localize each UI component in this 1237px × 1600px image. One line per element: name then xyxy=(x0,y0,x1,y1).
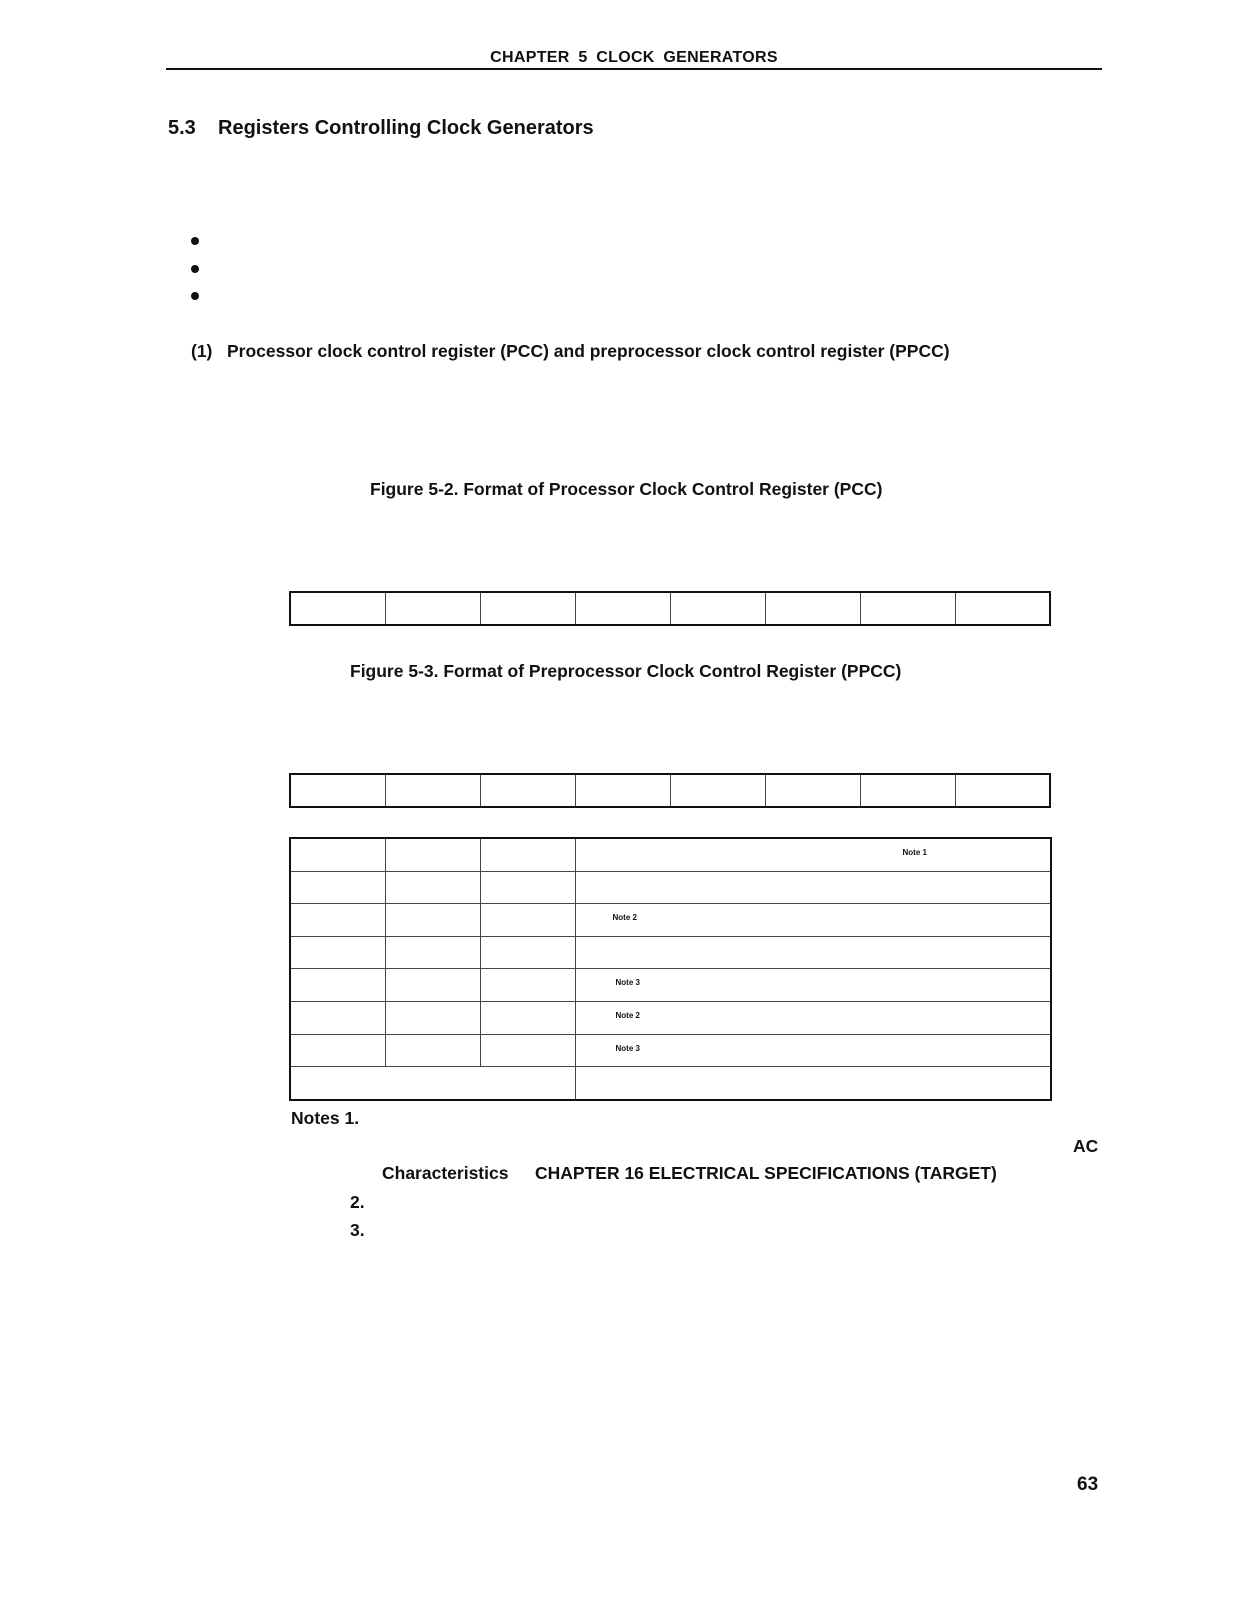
register-bit-cell xyxy=(480,774,575,807)
table-cell xyxy=(480,1034,575,1067)
note-mark: Note 1 xyxy=(902,848,927,857)
table-cell xyxy=(290,936,385,969)
table-cell xyxy=(480,936,575,969)
register-bit-cell xyxy=(670,592,765,625)
page-number: 63 xyxy=(1077,1474,1099,1495)
note1-trailing-text: AC xyxy=(1073,1136,1099,1156)
table-cell xyxy=(575,1001,1051,1034)
table-cell xyxy=(575,871,1051,904)
table-cell xyxy=(480,838,575,871)
table-cell xyxy=(290,1001,385,1034)
table-cell xyxy=(480,904,575,937)
register-bit-cell xyxy=(575,592,670,625)
register-bit-cell xyxy=(955,592,1050,625)
note1-ref-characteristics: Characteristics xyxy=(382,1163,509,1183)
header-rule xyxy=(166,68,1102,70)
bullet-marker xyxy=(191,265,199,273)
register-bit-cell xyxy=(670,774,765,807)
bullet-marker xyxy=(191,292,199,300)
table-cell xyxy=(480,969,575,1002)
table-cell xyxy=(575,969,1051,1002)
note-number: 2. xyxy=(350,1192,365,1212)
register-bit-cell xyxy=(765,592,860,625)
register-bit-cell xyxy=(955,774,1050,807)
table-cell xyxy=(385,871,480,904)
table-cell xyxy=(575,904,1051,937)
register-bit-cell xyxy=(290,774,385,807)
table-cell xyxy=(385,936,480,969)
section-title: Registers Controlling Clock Generators xyxy=(218,117,594,139)
register-bit-cell xyxy=(860,592,955,625)
figure-caption-pcc: Figure 5-2. Format of Processor Clock Control Register (PCC) xyxy=(370,479,883,499)
table-row xyxy=(290,936,1051,969)
table-cell xyxy=(290,1067,575,1100)
pcc-register-diagram xyxy=(289,591,1051,626)
table-cell xyxy=(385,838,480,871)
note-mark: Note 2 xyxy=(615,1010,640,1020)
note-number: 3. xyxy=(350,1220,365,1240)
table-row xyxy=(290,1001,1051,1034)
register-bit-cell xyxy=(765,774,860,807)
subsection-number: (1) xyxy=(191,341,213,361)
table-row xyxy=(290,871,1051,904)
note-mark: Note 3 xyxy=(615,978,640,988)
table-cell xyxy=(575,838,1051,871)
table-cell xyxy=(385,1034,480,1067)
table-row xyxy=(290,1067,1051,1100)
table-cell xyxy=(575,936,1051,969)
table-cell xyxy=(290,969,385,1002)
note-mark: Note 3 xyxy=(615,1043,640,1053)
table-cell xyxy=(480,871,575,904)
table-cell xyxy=(575,1067,1051,1100)
table-cell xyxy=(290,904,385,937)
notes-label: Notes 1. xyxy=(291,1108,360,1128)
register-bit-cell xyxy=(385,592,480,625)
figure-caption-ppcc: Figure 5-3. Format of Preprocessor Clock Control Register (PPCC) xyxy=(350,661,902,681)
register-bit-cell xyxy=(860,774,955,807)
table-cell xyxy=(290,1034,385,1067)
ppcc-register-diagram xyxy=(289,773,1051,808)
note1-ref-chapter: CHAPTER 16 ELECTRICAL SPECIFICATIONS (TARGET) xyxy=(535,1163,997,1183)
table-header-row xyxy=(290,838,1051,871)
table-cell xyxy=(290,871,385,904)
table-cell xyxy=(290,838,385,871)
register-bit-cell xyxy=(480,592,575,625)
table-cell xyxy=(385,904,480,937)
bullet-marker xyxy=(191,237,199,245)
table-row xyxy=(290,1034,1051,1067)
subsection-title: Processor clock control register (PCC) and preprocessor clock control register (PPCC) xyxy=(227,341,950,361)
clock-selection-table xyxy=(289,837,1052,1101)
table-row xyxy=(290,904,1051,937)
table-cell xyxy=(575,1034,1051,1067)
register-bit-cell xyxy=(575,774,670,807)
running-header: CHAPTER 5 CLOCK GENERATORS xyxy=(490,49,778,66)
register-bit-cell xyxy=(290,592,385,625)
table-cell xyxy=(480,1001,575,1034)
table-cell xyxy=(385,1001,480,1034)
note-mark: Note 2 xyxy=(612,913,637,923)
register-bit-cell xyxy=(385,774,480,807)
table-row xyxy=(290,969,1051,1002)
section-number: 5.3 xyxy=(168,117,196,139)
table-cell xyxy=(385,969,480,1002)
